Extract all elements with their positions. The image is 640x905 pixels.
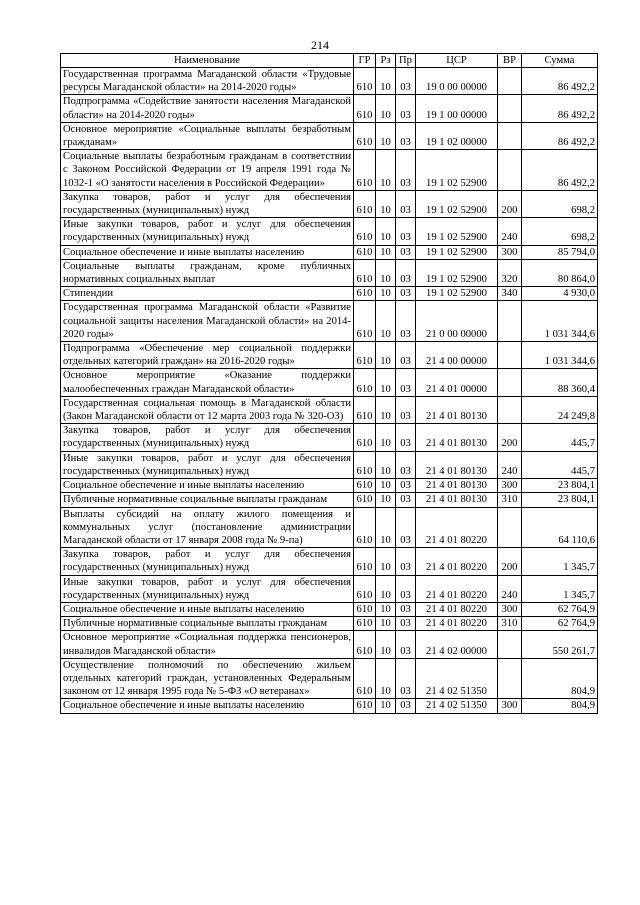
- cell-name: Осуществление полномочий по обеспечению жильем отдельных категорий граждан, установленных Федеральным законом от 12 января 1995 года № 5-ФЗ «О ветеранах»: [61, 658, 354, 699]
- cell-csr: 21 4 01 80220: [416, 602, 498, 616]
- cell-name: Социальное обеспечение и иные выплаты населению: [61, 699, 354, 713]
- cell-gr: 610: [354, 548, 376, 575]
- cell-csr: 21 4 01 80130: [416, 479, 498, 493]
- cell-pr: 03: [396, 301, 416, 342]
- cell-pr: 03: [396, 245, 416, 259]
- cell-name: Иные закупки товаров, работ и услуг для обеспечения государственных (муниципальных) нужд: [61, 218, 354, 245]
- cell-rz: 10: [376, 424, 396, 451]
- cell-gr: 610: [354, 602, 376, 616]
- cell-name: Стипендии: [61, 287, 354, 301]
- cell-sum: 23 804,1: [522, 479, 598, 493]
- cell-rz: 10: [376, 617, 396, 631]
- cell-pr: 03: [396, 658, 416, 699]
- cell-pr: 03: [396, 548, 416, 575]
- cell-gr: 610: [354, 493, 376, 507]
- table-row: [61, 424, 598, 451]
- cell-pr: 03: [396, 287, 416, 301]
- cell-rz: 10: [376, 342, 396, 369]
- cell-gr: 610: [354, 424, 376, 451]
- cell-rz: 10: [376, 245, 396, 259]
- cell-name: Подпрограмма «Содействие занятости населения Магаданской области» на 2014-2020 годы»: [61, 95, 354, 122]
- cell-vr: 300: [498, 479, 522, 493]
- cell-sum: 445,7: [522, 451, 598, 478]
- table-row: [61, 287, 598, 301]
- table-row: [61, 95, 598, 122]
- cell-pr: 03: [396, 396, 416, 423]
- cell-name: Социальное обеспечение и иные выплаты населению: [61, 245, 354, 259]
- cell-vr: 240: [498, 218, 522, 245]
- cell-gr: 610: [354, 150, 376, 191]
- cell-csr: 21 4 02 51350: [416, 699, 498, 713]
- cell-sum: 550 261,7: [522, 631, 598, 658]
- cell-pr: 03: [396, 95, 416, 122]
- cell-sum: 86 492,2: [522, 95, 598, 122]
- cell-name: Основное мероприятие «Оказание поддержки малообеспеченных граждан Магаданской области»: [61, 369, 354, 396]
- cell-pr: 03: [396, 699, 416, 713]
- cell-sum: 698,2: [522, 190, 598, 217]
- cell-pr: 03: [396, 369, 416, 396]
- cell-rz: 10: [376, 631, 396, 658]
- budget-table: [60, 53, 598, 714]
- cell-pr: 03: [396, 259, 416, 286]
- table-row: [61, 396, 598, 423]
- cell-rz: 10: [376, 493, 396, 507]
- cell-csr: 19 1 02 52900: [416, 190, 498, 217]
- cell-name: Иные закупки товаров, работ и услуг для обеспечения государственных (муниципальных) нужд: [61, 575, 354, 602]
- cell-sum: 4 930,0: [522, 287, 598, 301]
- cell-sum: 86 492,2: [522, 150, 598, 191]
- cell-vr: 340: [498, 287, 522, 301]
- table-row: [61, 507, 598, 548]
- cell-pr: 03: [396, 575, 416, 602]
- cell-sum: 64 110,6: [522, 507, 598, 548]
- cell-rz: 10: [376, 287, 396, 301]
- table-row: [61, 575, 598, 602]
- cell-gr: 610: [354, 507, 376, 548]
- table-row: [61, 479, 598, 493]
- cell-pr: 03: [396, 617, 416, 631]
- cell-rz: 10: [376, 301, 396, 342]
- cell-pr: 03: [396, 479, 416, 493]
- cell-pr: 03: [396, 631, 416, 658]
- cell-rz: 10: [376, 190, 396, 217]
- cell-csr: 21 4 01 80220: [416, 507, 498, 548]
- table-row: [61, 699, 598, 713]
- cell-name: Основное мероприятие «Социальные выплаты безработным гражданам»: [61, 122, 354, 149]
- cell-gr: 610: [354, 301, 376, 342]
- cell-vr: [498, 631, 522, 658]
- table-row: [61, 493, 598, 507]
- cell-gr: 610: [354, 617, 376, 631]
- cell-rz: 10: [376, 699, 396, 713]
- cell-sum: 804,9: [522, 658, 598, 699]
- cell-name: Социальные выплаты гражданам, кроме публичных нормативных социальных выплат: [61, 259, 354, 286]
- cell-name: Социальное обеспечение и иные выплаты населению: [61, 602, 354, 616]
- cell-rz: 10: [376, 575, 396, 602]
- cell-pr: 03: [396, 493, 416, 507]
- cell-sum: 1 345,7: [522, 575, 598, 602]
- cell-rz: 10: [376, 150, 396, 191]
- cell-csr: 21 4 02 51350: [416, 658, 498, 699]
- cell-vr: [498, 150, 522, 191]
- page-number: 214: [311, 38, 329, 52]
- cell-rz: 10: [376, 548, 396, 575]
- cell-name: Выплаты субсидий на оплату жилого помещения и коммунальных услуг (постановление администрации Магаданской области от 17 января 2008 года № 9-па): [61, 507, 354, 548]
- cell-sum: 804,9: [522, 699, 598, 713]
- cell-sum: 698,2: [522, 218, 598, 245]
- cell-pr: 03: [396, 451, 416, 478]
- cell-vr: [498, 95, 522, 122]
- cell-gr: 610: [354, 369, 376, 396]
- table-row: [61, 301, 598, 342]
- table-row: [61, 122, 598, 149]
- cell-sum: 86 492,2: [522, 68, 598, 95]
- cell-vr: [498, 369, 522, 396]
- cell-csr: 21 4 01 80220: [416, 575, 498, 602]
- cell-vr: 310: [498, 493, 522, 507]
- cell-vr: 300: [498, 602, 522, 616]
- cell-csr: 19 1 02 52900: [416, 259, 498, 286]
- cell-sum: 1 031 344,6: [522, 342, 598, 369]
- cell-vr: 300: [498, 699, 522, 713]
- cell-pr: 03: [396, 342, 416, 369]
- cell-name: Основное мероприятие «Социальная поддержка пенсионеров, инвалидов Магаданской области»: [61, 631, 354, 658]
- cell-gr: 610: [354, 699, 376, 713]
- cell-name: Закупка товаров, работ и услуг для обеспечения государственных (муниципальных) нужд: [61, 548, 354, 575]
- cell-name: Государственная программа Магаданской области «Развитие социальной защиты населения Магаданской области» на 2014-2020 годы»: [61, 301, 354, 342]
- cell-gr: 610: [354, 575, 376, 602]
- cell-rz: 10: [376, 68, 396, 95]
- cell-vr: [498, 396, 522, 423]
- table-row: [61, 342, 598, 369]
- cell-csr: 21 4 02 00000: [416, 631, 498, 658]
- cell-csr: 19 0 00 00000: [416, 68, 498, 95]
- cell-csr: 21 4 01 80130: [416, 396, 498, 423]
- cell-name: Закупка товаров, работ и услуг для обеспечения государственных (муниципальных) нужд: [61, 424, 354, 451]
- table-row: [61, 369, 598, 396]
- cell-rz: 10: [376, 122, 396, 149]
- cell-rz: 10: [376, 396, 396, 423]
- cell-pr: 03: [396, 218, 416, 245]
- cell-name: Социальное обеспечение и иные выплаты населению: [61, 479, 354, 493]
- header-rz: Рз: [376, 54, 396, 68]
- cell-gr: 610: [354, 479, 376, 493]
- cell-name: Публичные нормативные социальные выплаты гражданам: [61, 493, 354, 507]
- cell-gr: 610: [354, 259, 376, 286]
- cell-rz: 10: [376, 451, 396, 478]
- cell-vr: 300: [498, 245, 522, 259]
- cell-csr: 21 4 01 80220: [416, 617, 498, 631]
- cell-name: Закупка товаров, работ и услуг для обеспечения государственных (муниципальных) нужд: [61, 190, 354, 217]
- cell-gr: 610: [354, 342, 376, 369]
- cell-gr: 610: [354, 95, 376, 122]
- cell-sum: 23 804,1: [522, 493, 598, 507]
- cell-csr: 21 4 01 80130: [416, 424, 498, 451]
- cell-rz: 10: [376, 658, 396, 699]
- cell-sum: 80 864,0: [522, 259, 598, 286]
- cell-vr: [498, 658, 522, 699]
- cell-csr: 19 1 02 52900: [416, 218, 498, 245]
- header-pr: Пр: [396, 54, 416, 68]
- header-gr: ГР: [354, 54, 376, 68]
- table-row: [61, 602, 598, 616]
- cell-vr: 200: [498, 424, 522, 451]
- header-name: Наименование: [61, 54, 354, 68]
- cell-gr: 610: [354, 218, 376, 245]
- cell-sum: 445,7: [522, 424, 598, 451]
- cell-sum: 85 794,0: [522, 245, 598, 259]
- cell-pr: 03: [396, 424, 416, 451]
- table-row: [61, 548, 598, 575]
- cell-vr: 240: [498, 451, 522, 478]
- cell-gr: 610: [354, 245, 376, 259]
- cell-gr: 610: [354, 631, 376, 658]
- cell-vr: 240: [498, 575, 522, 602]
- table-row: [61, 451, 598, 478]
- cell-csr: 21 4 01 80130: [416, 493, 498, 507]
- cell-vr: 200: [498, 548, 522, 575]
- cell-csr: 21 4 00 00000: [416, 342, 498, 369]
- cell-sum: 1 345,7: [522, 548, 598, 575]
- cell-vr: [498, 342, 522, 369]
- cell-vr: [498, 507, 522, 548]
- cell-gr: 610: [354, 287, 376, 301]
- cell-sum: 24 249,8: [522, 396, 598, 423]
- cell-csr: 19 1 02 52900: [416, 287, 498, 301]
- cell-rz: 10: [376, 507, 396, 548]
- table-body: [61, 68, 598, 714]
- cell-sum: 86 492,2: [522, 122, 598, 149]
- cell-name: Государственная социальная помощь в Магаданской области (Закон Магаданской области от 12 марта 2003 года № 320-ОЗ): [61, 396, 354, 423]
- cell-gr: 610: [354, 451, 376, 478]
- cell-rz: 10: [376, 369, 396, 396]
- table-row: [61, 190, 598, 217]
- cell-pr: 03: [396, 122, 416, 149]
- cell-name: Подпрограмма «Обеспечение мер социальной поддержки отдельных категорий граждан» на 2016-2020 годы»: [61, 342, 354, 369]
- cell-pr: 03: [396, 190, 416, 217]
- cell-name: Иные закупки товаров, работ и услуг для обеспечения государственных (муниципальных) нужд: [61, 451, 354, 478]
- table-header: [61, 54, 598, 68]
- cell-sum: 88 360,4: [522, 369, 598, 396]
- cell-pr: 03: [396, 68, 416, 95]
- cell-gr: 610: [354, 122, 376, 149]
- table-row: [61, 658, 598, 699]
- cell-vr: [498, 301, 522, 342]
- header-sum: Сумма: [522, 54, 598, 68]
- cell-pr: 03: [396, 602, 416, 616]
- cell-gr: 610: [354, 68, 376, 95]
- table-row: [61, 259, 598, 286]
- cell-rz: 10: [376, 259, 396, 286]
- table-row: [61, 631, 598, 658]
- header-row: [61, 54, 598, 68]
- cell-vr: [498, 122, 522, 149]
- cell-sum: 62 764,9: [522, 617, 598, 631]
- cell-name: Социальные выплаты безработным гражданам в соответствии с Законом Российской Федерации от 19 апреля 1991 года № 1032-1 «О занятости населения в Российской Федерации»: [61, 150, 354, 191]
- cell-csr: 21 0 00 00000: [416, 301, 498, 342]
- cell-vr: 320: [498, 259, 522, 286]
- table-row: [61, 150, 598, 191]
- cell-vr: [498, 68, 522, 95]
- cell-rz: 10: [376, 218, 396, 245]
- cell-name: Государственная программа Магаданской области «Трудовые ресурсы Магаданской области» на 2014-2020 годы»: [61, 68, 354, 95]
- cell-pr: 03: [396, 150, 416, 191]
- cell-gr: 610: [354, 658, 376, 699]
- cell-rz: 10: [376, 95, 396, 122]
- cell-csr: 21 4 01 00000: [416, 369, 498, 396]
- cell-sum: 62 764,9: [522, 602, 598, 616]
- cell-csr: 19 1 02 52900: [416, 150, 498, 191]
- table-row: [61, 218, 598, 245]
- header-csr: ЦСР: [416, 54, 498, 68]
- cell-gr: 610: [354, 396, 376, 423]
- header-vr: ВР: [498, 54, 522, 68]
- cell-rz: 10: [376, 602, 396, 616]
- table-row: [61, 617, 598, 631]
- cell-csr: 21 4 01 80130: [416, 451, 498, 478]
- table-row: [61, 245, 598, 259]
- cell-name: Публичные нормативные социальные выплаты гражданам: [61, 617, 354, 631]
- cell-csr: 19 1 00 00000: [416, 95, 498, 122]
- cell-pr: 03: [396, 507, 416, 548]
- cell-csr: 21 4 01 80220: [416, 548, 498, 575]
- cell-rz: 10: [376, 479, 396, 493]
- cell-vr: 200: [498, 190, 522, 217]
- cell-sum: 1 031 344,6: [522, 301, 598, 342]
- cell-csr: 19 1 02 00000: [416, 122, 498, 149]
- cell-gr: 610: [354, 190, 376, 217]
- cell-vr: 310: [498, 617, 522, 631]
- table-row: [61, 68, 598, 95]
- cell-csr: 19 1 02 52900: [416, 245, 498, 259]
